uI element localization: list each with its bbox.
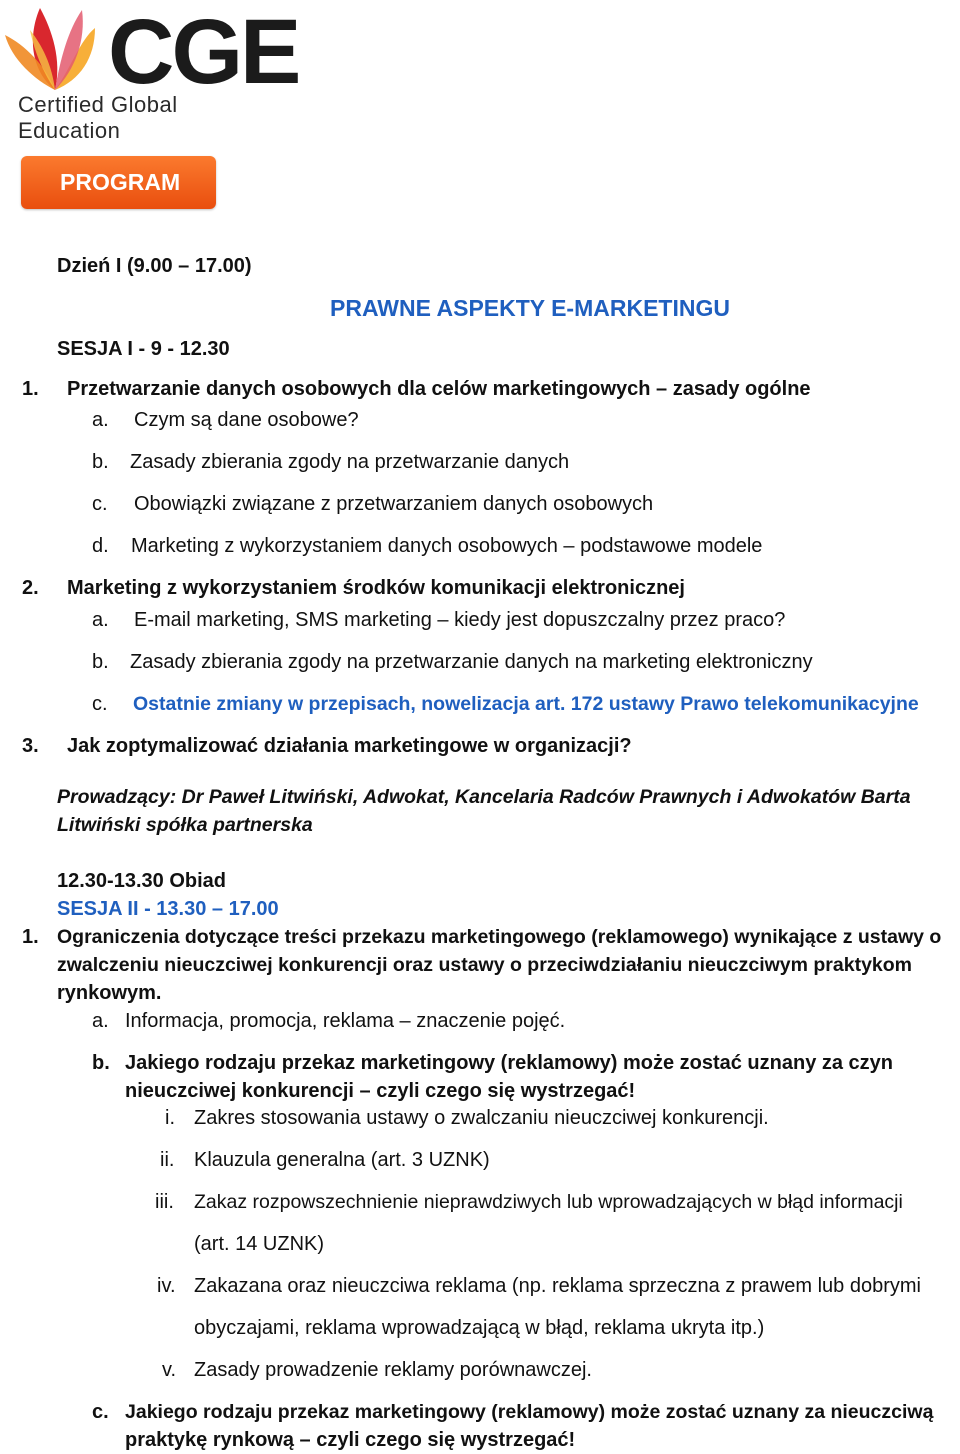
roman-item-text: Zakres stosowania ustawy o zwalczaniu nieuczciwej konkurencji. [194, 1107, 769, 1129]
sub-letter: b. [92, 451, 109, 473]
sub-item-text: Zasady zbierania zgody na przetwarzanie danych [130, 451, 570, 473]
sub-item-title-line-2: praktykę rynkową – czyli czego się wystrzegać! [125, 1429, 576, 1451]
sub-item-text-highlight: Ostatnie zmiany w przepisach, nowelizacja art. 172 ustawy Prawo telekomunikacyjne [133, 693, 919, 715]
session1-label: SESJA I - 9 - 12.30 [57, 338, 230, 360]
presenter-line-1: Prowadzący: Dr Paweł Litwiński, Adwokat, Kancelaria Radców Prawnych i Adwokatów Barta [57, 786, 911, 808]
list-number: 2. [22, 577, 39, 599]
day-label: Dzień I (9.00 – 17.00) [57, 255, 252, 277]
sub-item-title-line-1: Jakiego rodzaju przekaz marketingowy (reklamowy) może zostać uznany za czyn [125, 1052, 894, 1074]
roman-item-text-cont: obyczajami, reklama wprowadzającą w błąd, reklama ukryta itp.) [194, 1317, 765, 1339]
list-number: 1. [22, 378, 39, 400]
cge-logo [0, 0, 299, 143]
item-title: Jak zoptymalizować działania marketingowe w organizacji? [67, 735, 632, 757]
item-title: Przetwarzanie danych osobowych dla celów marketingowych – zasady ogólne [67, 378, 811, 400]
sub-item-text: Marketing z wykorzystaniem danych osobowych – podstawowe modele [131, 535, 763, 557]
sub-letter: d. [92, 535, 109, 557]
item-title-line-1: Ograniczenia dotyczące treści przekazu marketingowego (reklamowego) wynikające z ustawy o [57, 926, 942, 948]
sub-item-text: Obowiązki związane z przetwarzaniem danych osobowych [134, 493, 654, 515]
program-button[interactable]: PROGRAM [21, 156, 216, 209]
sub-item-text: E-mail marketing, SMS marketing – kiedy jest dopuszczalny przez praco? [134, 609, 786, 631]
sub-letter: c. [92, 1401, 109, 1423]
list-number: 1. [22, 926, 39, 948]
sub-letter: a. [92, 609, 109, 631]
main-title: PRAWNE ASPEKTY E-MARKETINGU [330, 295, 730, 321]
roman-numeral: iv. [157, 1275, 176, 1297]
sub-letter: b. [92, 1052, 110, 1074]
sub-item-title-line-2: nieuczciwej konkurencji – czyli czego się wystrzegać! [125, 1080, 636, 1102]
roman-item-text: Zasady prowadzenie reklamy porównawczej. [194, 1359, 592, 1381]
sub-item-title-line-1: Jakiego rodzaju przekaz marketingowy (reklamowy) może zostać uznany za nieuczciwą [125, 1401, 934, 1423]
roman-item-text: Zakazana oraz nieuczciwa reklama (np. reklama sprzeczna z prawem lub dobrymi [194, 1275, 921, 1297]
roman-numeral: v. [162, 1359, 177, 1381]
sub-item-text: Zasady zbierania zgody na przetwarzanie danych na marketing elektroniczny [130, 651, 813, 673]
roman-item-text: Klauzula generalna (art. 3 UZNK) [194, 1149, 490, 1171]
roman-numeral: iii. [155, 1191, 174, 1213]
roman-item-text: Zakaz rozpowszechnienie nieprawdziwych lub wprowadzających w błąd informacji [194, 1191, 903, 1213]
sub-letter: a. [92, 1010, 109, 1032]
sub-letter: c. [92, 493, 108, 515]
sub-item-text: Informacja, promocja, reklama – znaczenie pojęć. [125, 1010, 566, 1032]
roman-numeral: ii. [160, 1149, 175, 1171]
logo-subtitle: Certified Global Education [18, 92, 178, 143]
roman-numeral: i. [165, 1107, 175, 1129]
sub-letter: a. [92, 409, 109, 431]
lotus-flower-icon [0, 0, 110, 95]
sub-letter: b. [92, 651, 109, 673]
list-number: 3. [22, 735, 39, 757]
presenter-line-2: Litwiński spółka partnerska [57, 814, 313, 836]
roman-item-text-cont: (art. 14 UZNK) [194, 1233, 325, 1255]
sub-letter: c. [92, 693, 108, 715]
item-title: Marketing z wykorzystaniem środków komunikacji elektronicznej [67, 577, 685, 599]
lunch-label: 12.30-13.30 Obiad [57, 870, 226, 892]
item-title-line-3: rynkowym. [57, 982, 162, 1004]
item-title-line-2: zwalczeniu nieuczciwej konkurencji oraz ustawy o przeciwdziałaniu nieuczciwym praktykom [57, 954, 913, 976]
sub-item-text: Czym są dane osobowe? [134, 409, 359, 431]
logo-brand-text: CGE [108, 1, 299, 103]
session2-label: SESJA II - 13.30 – 17.00 [57, 898, 279, 920]
